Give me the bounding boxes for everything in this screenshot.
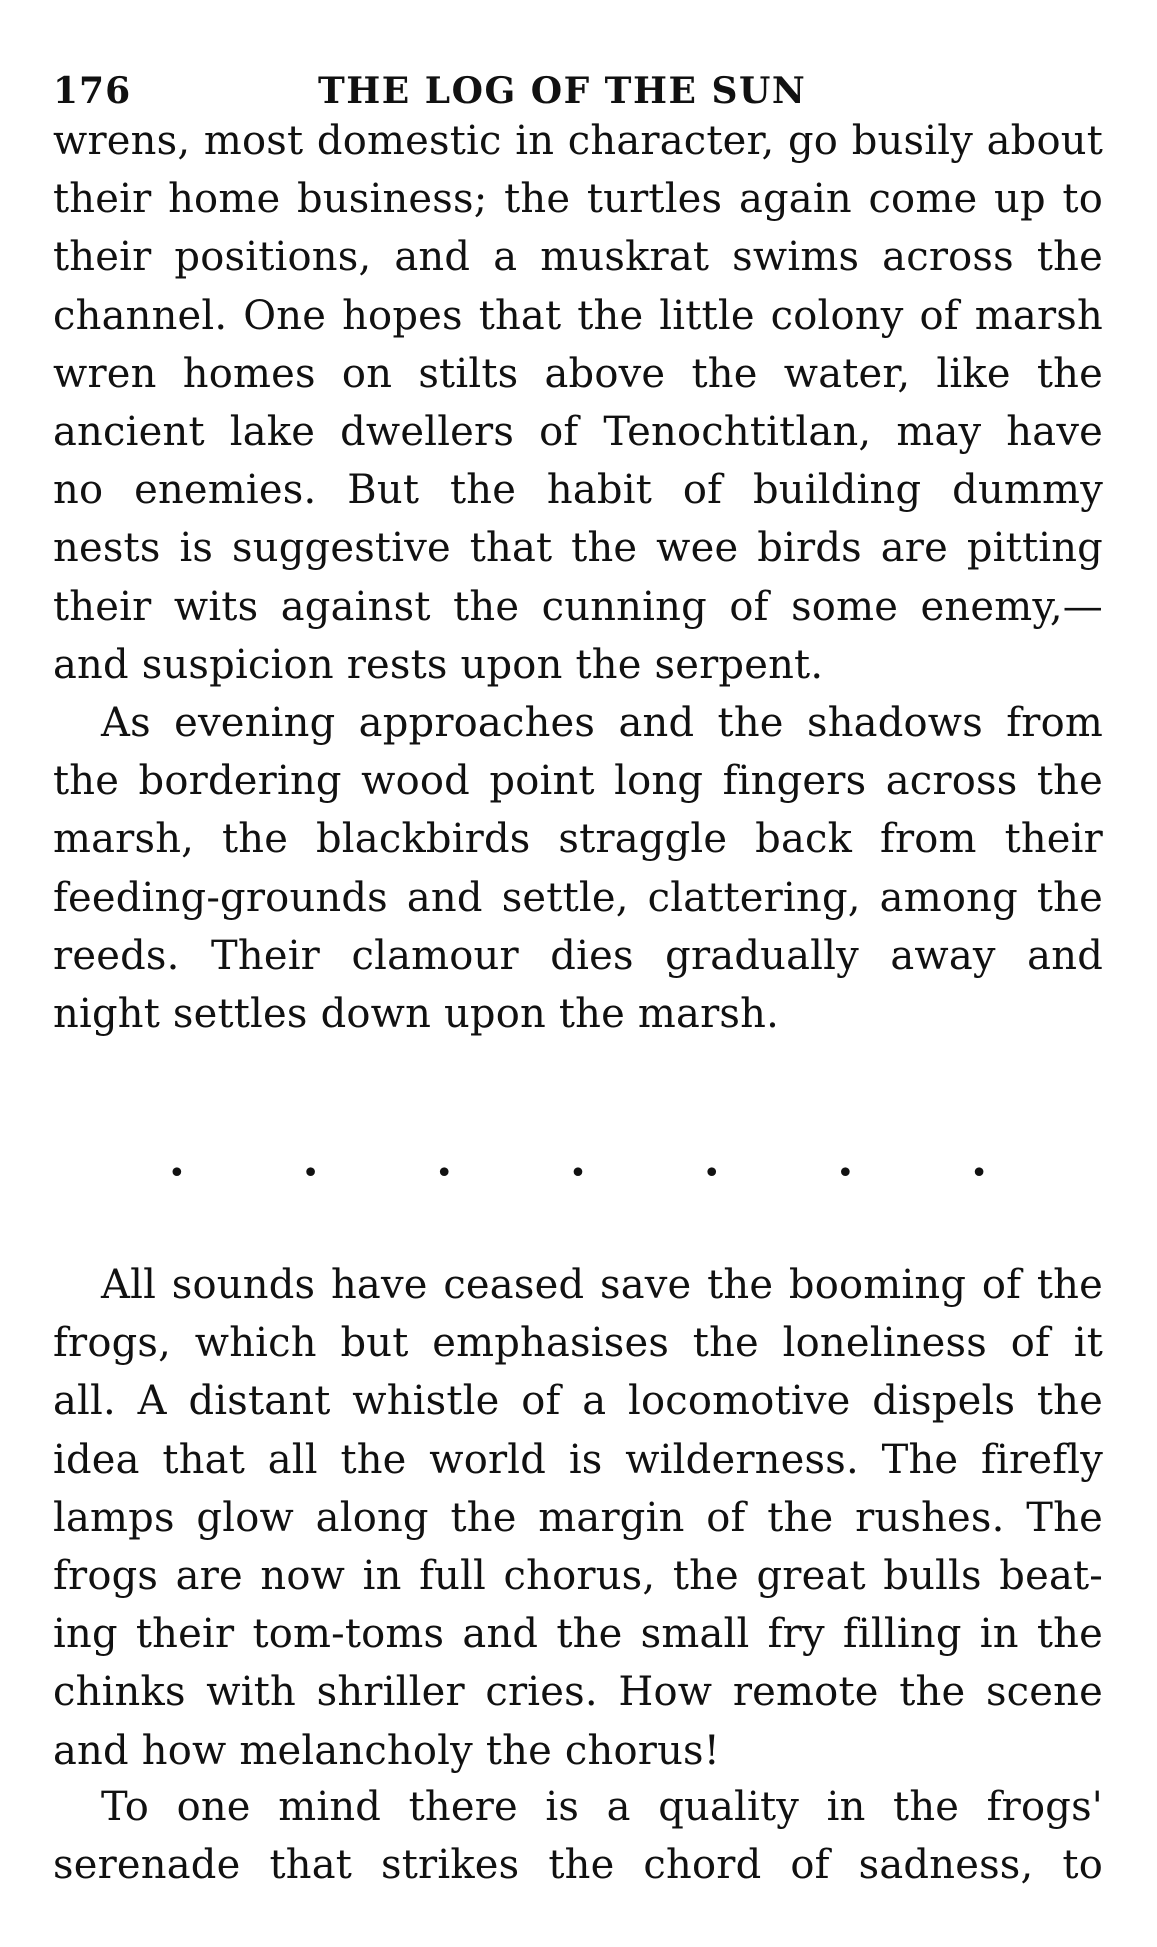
paragraph-3 (53, 1256, 1103, 1780)
ornament-dot: • (168, 1156, 186, 1191)
text-line: their positions, and a muskrat swims across the (53, 234, 1103, 281)
ornament-dot: • (836, 1156, 855, 1191)
ornament-dot: • (702, 1156, 721, 1191)
paragraph-2 (53, 694, 1103, 1043)
section-break-ornament (168, 1154, 988, 1194)
text-line: serenade that strikes the chord of sadness, to (53, 1842, 1103, 1889)
text-line: the bordering wood point long fingers across the (53, 758, 1103, 805)
text-line: marsh, the blackbirds straggle back from their (53, 816, 1103, 863)
text-line: ing their tom-toms and the small fry filling in the (53, 1611, 1103, 1658)
text-line: their wits against the cunning of some enemy,— (53, 583, 1103, 630)
ornament-dot: • (970, 1156, 988, 1191)
ornament-dot: • (569, 1156, 587, 1191)
running-head (53, 70, 1103, 118)
text-line: reeds. Their clamour dies gradually away and (53, 932, 1103, 979)
text-line: All sounds have ceased save the booming of the (101, 1262, 1103, 1308)
text-line: and suspicion rests upon the serpent. (53, 641, 824, 688)
text-line: chinks with shriller cries. How remote the scene (53, 1669, 1103, 1716)
text-line: feeding-grounds and settle, clattering, among the (53, 874, 1103, 921)
text-line: all. A distant whistle of a locomotive dispels the (53, 1378, 1103, 1425)
text-line: and how melancholy the chorus! (53, 1727, 721, 1774)
text-line: no enemies. But the habit of building dummy (53, 467, 1103, 514)
text-line: As evening approaches and the shadows from (101, 700, 1103, 746)
text-line: channel. One hopes that the little colony of marsh (53, 292, 1103, 339)
text-line: idea that all the world is wilderness. The firefly (53, 1436, 1103, 1483)
text-line: lamps glow along the margin of the rushes. The (53, 1494, 1103, 1541)
text-line: nests is suggestive that the wee birds are pitting (53, 525, 1103, 572)
ornament-dot: • (435, 1156, 454, 1191)
paragraph-1 (53, 112, 1103, 694)
text-line: night settles down upon the marsh. (53, 990, 780, 1037)
text-line: wrens, most domestic in character, go busily about (53, 118, 1103, 164)
text-line: ancient lake dwellers of Tenochtitlan, may have (53, 408, 1103, 455)
text-line: wren homes on stilts above the water, like the (53, 350, 1103, 397)
page-number: 176 (53, 70, 132, 112)
running-title: THE LOG OF THE SUN (318, 70, 807, 112)
ornament-dot: • (301, 1156, 320, 1191)
text-line: their home business; the turtles again come up to (53, 176, 1103, 223)
text-line: To one mind there is a quality in the frogs' (101, 1784, 1103, 1830)
text-line: frogs, which but emphasises the loneliness of it (53, 1320, 1103, 1367)
paragraph-4 (53, 1778, 1103, 1894)
text-line: frogs are now in full chorus, the great bulls beat- (53, 1552, 1103, 1599)
